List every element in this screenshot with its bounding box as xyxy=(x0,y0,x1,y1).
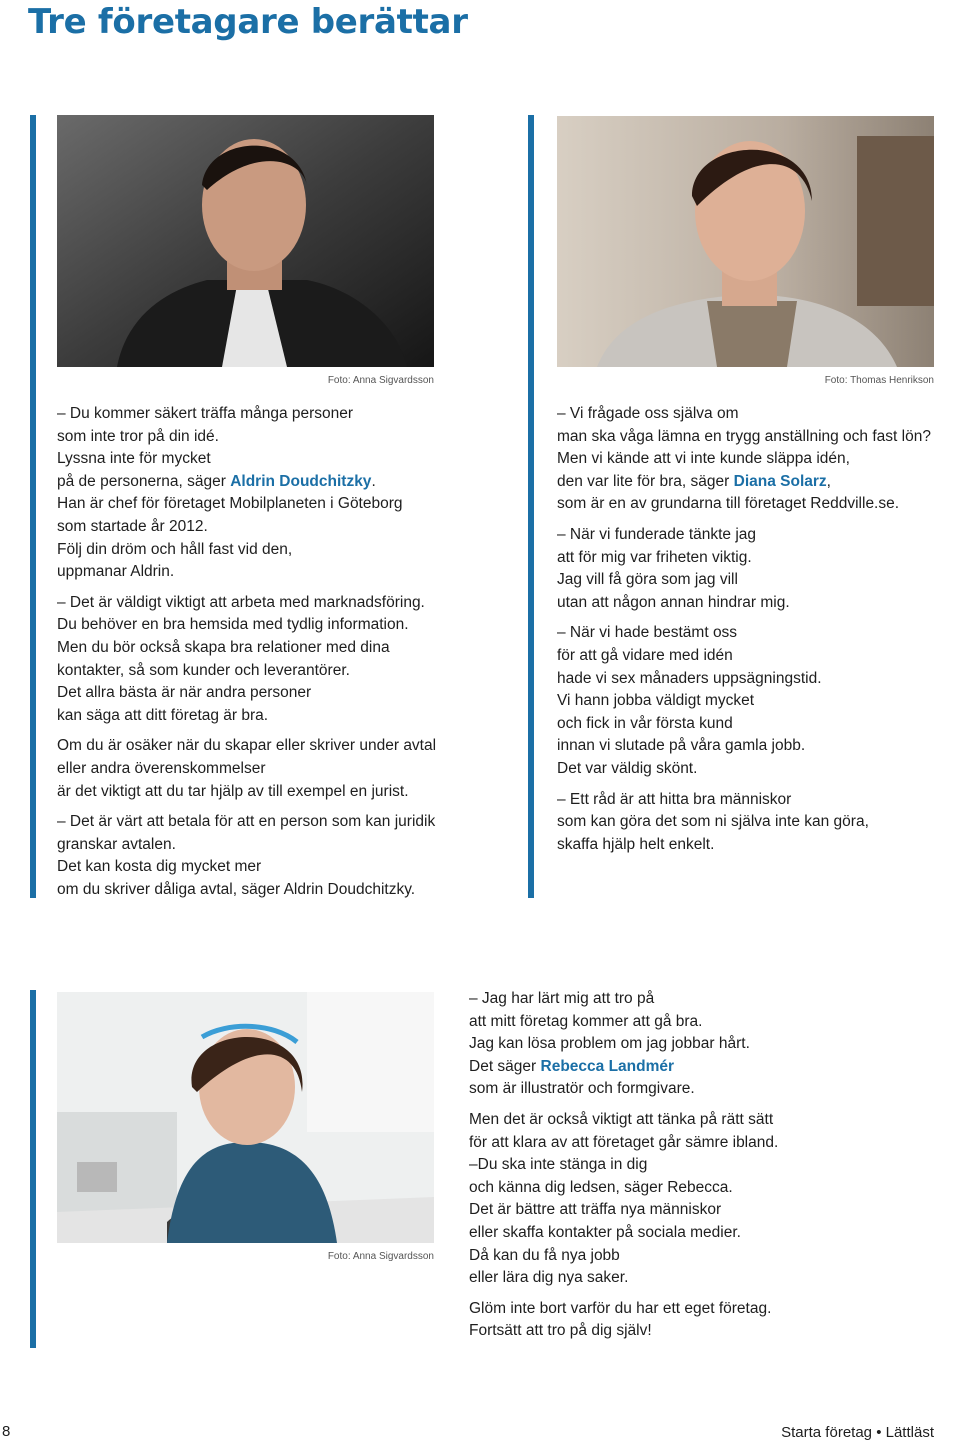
line-text: Vi hann jobba väldigt mycket xyxy=(557,692,755,710)
paragraph xyxy=(57,592,477,728)
line-text: – Du kommer säkert träffa många personer xyxy=(57,405,354,422)
text-line xyxy=(557,426,957,449)
line-text: Jag vill få göra som jag vill xyxy=(557,571,738,589)
text-line xyxy=(557,668,957,691)
paragraph xyxy=(57,403,477,584)
line-text: – Det är väldigt viktigt att arbeta med marknadsföring. xyxy=(57,593,425,611)
page-title: Tre företagare berättar xyxy=(28,2,468,42)
text-line xyxy=(557,403,957,426)
line-text: Men det är också viktigt att tänka på rätt sätt xyxy=(469,1110,774,1128)
line-text: Det var väldig skönt. xyxy=(557,759,698,777)
paragraph xyxy=(557,403,957,516)
text-line xyxy=(557,735,957,758)
text-line xyxy=(469,1320,939,1343)
line-text: –Du ska inte stänga in dig xyxy=(469,1156,648,1174)
text-line xyxy=(57,539,477,562)
text-line xyxy=(469,1199,939,1222)
line-text: på de personerna, säger xyxy=(57,472,231,490)
line-text: Det kan kosta dig mycket mer xyxy=(57,858,262,876)
line-text: som inte tror på din idé. xyxy=(57,427,219,445)
footer-publication-name: Starta företag xyxy=(781,1424,873,1441)
paragraph xyxy=(469,1109,939,1290)
text-line xyxy=(557,622,957,645)
line-suffix: , xyxy=(826,472,831,490)
paragraph xyxy=(557,789,957,857)
line-text: granskar avtalen. xyxy=(57,835,176,853)
text-line xyxy=(57,637,477,660)
text-line xyxy=(57,403,477,426)
paragraph xyxy=(557,622,957,780)
line-text: Det säger xyxy=(469,1057,541,1075)
text-line xyxy=(57,471,477,494)
text-line xyxy=(469,1177,939,1200)
text-line xyxy=(469,988,939,1011)
accent-bar-1 xyxy=(30,115,36,898)
text-line xyxy=(469,1245,939,1268)
text-line xyxy=(57,592,477,615)
text-line xyxy=(469,1109,939,1132)
photo-aldrin xyxy=(57,115,434,367)
line-text: Det är bättre att träffa nya människor xyxy=(469,1201,722,1219)
text-line xyxy=(469,1267,939,1290)
text-line xyxy=(469,1222,939,1245)
paragraph xyxy=(57,735,477,803)
text-line xyxy=(469,1132,939,1155)
page-number: 8 xyxy=(2,1423,11,1440)
line-text: uppmanar Aldrin. xyxy=(57,563,175,581)
text-line xyxy=(557,690,957,713)
text-line xyxy=(57,879,477,902)
line-text: hade vi sex månaders uppsägningstid. xyxy=(557,669,822,687)
paragraph xyxy=(557,524,957,614)
line-text: som är en av grundarna till företaget Reddville.se. xyxy=(557,495,900,513)
line-text: är det viktigt att du tar hjälp av till exempel en jurist. xyxy=(57,782,409,800)
profile-text-diana xyxy=(557,403,957,864)
line-text: kan säga att ditt företag är bra. xyxy=(57,706,269,724)
text-line xyxy=(57,856,477,879)
line-text: kontakter, så som kunder och leverantörer. xyxy=(57,661,350,679)
line-text: Om du är osäker när du skapar eller skriver under avtal xyxy=(57,737,437,755)
line-text: eller andra överenskommelser xyxy=(57,759,266,777)
profile-text-rebecca xyxy=(469,988,939,1351)
line-text: Fortsätt att tro på dig själv! xyxy=(469,1322,652,1340)
text-line xyxy=(57,660,477,683)
text-line xyxy=(57,834,477,857)
text-line xyxy=(57,426,477,449)
text-line xyxy=(557,834,957,857)
line-text: och känna dig ledsen, säger Rebecca. xyxy=(469,1178,733,1196)
line-text: skaffa hjälp helt enkelt. xyxy=(557,835,715,853)
line-text: – När vi funderade tänkte jag xyxy=(557,525,757,543)
text-line xyxy=(57,705,477,728)
text-line xyxy=(469,1298,939,1321)
line-text: utan att någon annan hindrar mig. xyxy=(557,593,790,611)
text-line xyxy=(557,448,957,471)
text-line xyxy=(57,735,477,758)
highlighted-name: Rebecca Landmér xyxy=(540,1057,675,1075)
text-line xyxy=(557,811,957,834)
line-text: Glöm inte bort varför du har ett eget företag. xyxy=(469,1299,772,1317)
text-line xyxy=(57,561,477,584)
line-text: Jag kan lösa problem om jag jobbar hårt. xyxy=(469,1035,750,1053)
footer-publication xyxy=(781,1424,934,1441)
line-text: – Ett råd är att hitta bra människor xyxy=(557,790,792,808)
text-line xyxy=(57,614,477,637)
footer-separator: • xyxy=(876,1424,882,1441)
text-line xyxy=(469,1078,939,1101)
line-text: som startade år 2012. xyxy=(57,517,208,535)
text-line xyxy=(469,1056,939,1079)
line-text: Det allra bästa är när andra personer xyxy=(57,684,312,702)
profile-text-aldrin xyxy=(57,403,477,909)
text-line xyxy=(557,789,957,812)
text-line xyxy=(57,811,477,834)
text-line xyxy=(57,448,477,471)
line-text: Följ din dröm och håll fast vid den, xyxy=(57,540,293,558)
line-text: – Vi frågade oss själva om xyxy=(557,405,739,422)
line-text: som kan göra det som ni själva inte kan göra, xyxy=(557,813,869,831)
text-line xyxy=(469,1154,939,1177)
photo-credit-3: Foto: Anna Sigvardsson xyxy=(327,1251,434,1262)
text-line xyxy=(57,758,477,781)
photo-rebecca xyxy=(57,992,434,1243)
line-text: Han är chef för företaget Mobilplaneten i Göteborg xyxy=(57,495,403,513)
text-line xyxy=(557,569,957,592)
text-line xyxy=(57,682,477,705)
paragraph xyxy=(57,811,477,901)
highlighted-name: Aldrin Doudchitzky xyxy=(230,472,372,490)
line-suffix: . xyxy=(371,472,376,490)
line-text: – Jag har lärt mig att tro på xyxy=(469,990,655,1007)
line-text: att för mig var friheten viktig. xyxy=(557,548,752,566)
line-text: man ska våga lämna en trygg anställning och fast lön? xyxy=(557,427,931,445)
line-text: Då kan du få nya jobb xyxy=(469,1246,620,1264)
line-text: innan vi slutade på våra gamla jobb. xyxy=(557,737,806,755)
line-text: eller lära dig nya saker. xyxy=(469,1269,629,1287)
text-line xyxy=(557,592,957,615)
line-text: och fick in vår första kund xyxy=(557,714,733,732)
accent-bar-2 xyxy=(528,115,534,898)
line-text: Men vi kände att vi inte kunde släppa idén, xyxy=(557,450,850,468)
text-line xyxy=(557,758,957,781)
highlighted-name: Diana Solarz xyxy=(733,472,827,490)
text-line xyxy=(557,524,957,547)
line-text: Men du bör också skapa bra relationer med dina xyxy=(57,638,390,656)
text-line xyxy=(469,1033,939,1056)
line-text: – Det är värt att betala för att en person som kan juridik xyxy=(57,813,436,831)
accent-bar-3 xyxy=(30,990,36,1348)
text-line xyxy=(557,547,957,570)
text-line xyxy=(557,471,957,494)
line-text: för att gå vidare med idén xyxy=(557,646,733,664)
text-line xyxy=(557,493,957,516)
paragraph xyxy=(469,1298,939,1343)
photo-credit-1: Foto: Anna Sigvardsson xyxy=(327,375,434,386)
text-line xyxy=(469,1011,939,1034)
line-text: som är illustratör och formgivare. xyxy=(469,1080,695,1098)
text-line xyxy=(57,781,477,804)
line-text: – När vi hade bestämt oss xyxy=(557,624,738,642)
photo-credit-2: Foto: Thomas Henrikson xyxy=(824,375,934,386)
line-text: att mitt företag kommer att gå bra. xyxy=(469,1012,703,1030)
paragraph xyxy=(469,988,939,1101)
text-line xyxy=(57,493,477,516)
line-text: Lyssna inte för mycket xyxy=(57,450,211,468)
text-line xyxy=(557,645,957,668)
line-text: om du skriver dåliga avtal, säger Aldrin Doudchitzky. xyxy=(57,880,416,898)
text-line xyxy=(557,713,957,736)
photo-diana xyxy=(557,116,934,367)
footer-edition: Lättläst xyxy=(885,1424,934,1441)
text-line xyxy=(57,516,477,539)
line-text: den var lite för bra, säger xyxy=(557,472,734,490)
line-text: eller skaffa kontakter på sociala medier. xyxy=(469,1223,741,1241)
line-text: för att klara av att företaget går sämre ibland. xyxy=(469,1133,779,1151)
line-text: Du behöver en bra hemsida med tydlig information. xyxy=(57,616,409,634)
